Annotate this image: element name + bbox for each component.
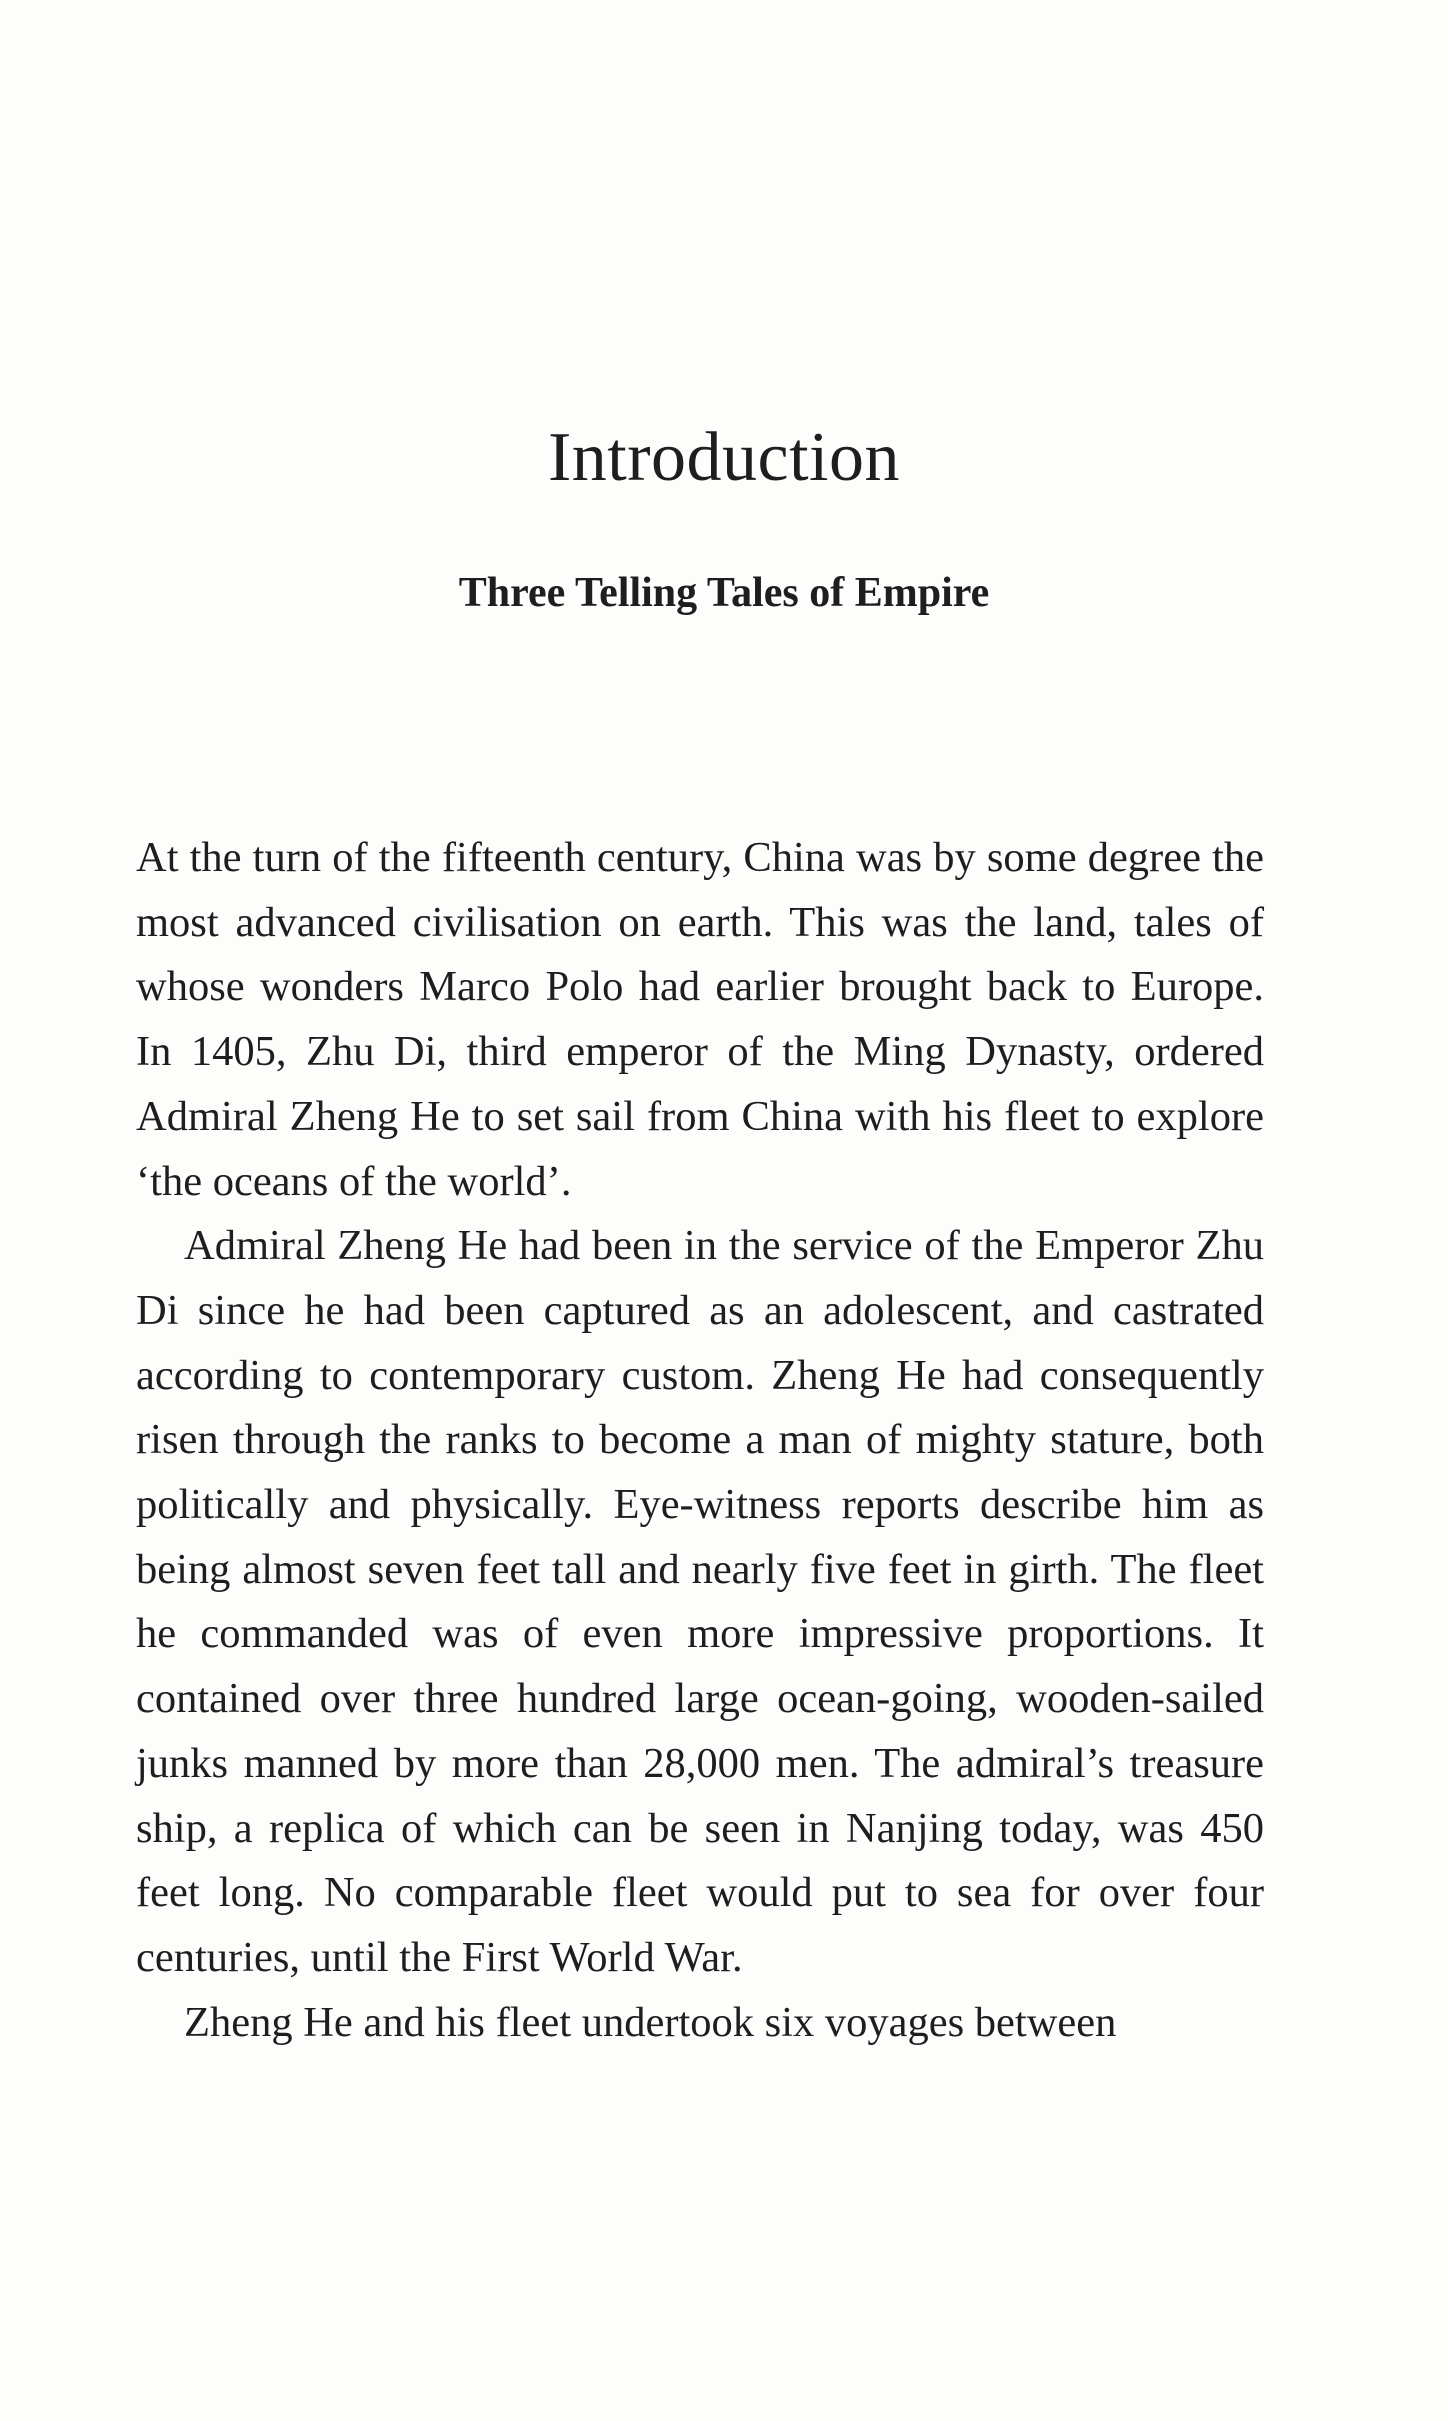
chapter-title: Introduction bbox=[547, 419, 901, 496]
paragraph-1: At the turn of the fifteenth century, China was by some degree the most advanced civilisation on earth. This was the land, tales of whose wonders Marco Polo had earlier brought back to Europe. In 1405, Zhu Di, third emperor of the Ming Dynasty, ordered Admiral Zheng He to set sail from China with his fleet to explore ‘the oceans of the world’. bbox=[136, 834, 1264, 1205]
paragraph-3: Zheng He and his fleet undertook six voyages between bbox=[184, 1998, 1117, 2046]
paragraph-2: Admiral Zheng He had been in the service of the Emperor Zhu Di since he had been captured as an adolescent, and castrated according to contemporary custom. Zheng He had consequently risen through the ranks to become a man of mighty stature, both politically and physically. Eye-witness reports describe him as being almost seven feet tall and nearly five feet in girth. The fleet he commanded was of even more impressive proportions. It contained over three hundred large ocean-going, wooden-sailed junks manned by more than 28,000 men. The admiral’s treasure ship, a replica of which can be seen in Nanjing today, was 450 feet long. No comparable fleet would put to sea for over four centuries, until the First World War. bbox=[136, 1222, 1264, 1981]
body-text bbox=[136, 826, 1264, 2055]
chapter-subtitle: Three Telling Tales of Empire bbox=[458, 570, 990, 616]
